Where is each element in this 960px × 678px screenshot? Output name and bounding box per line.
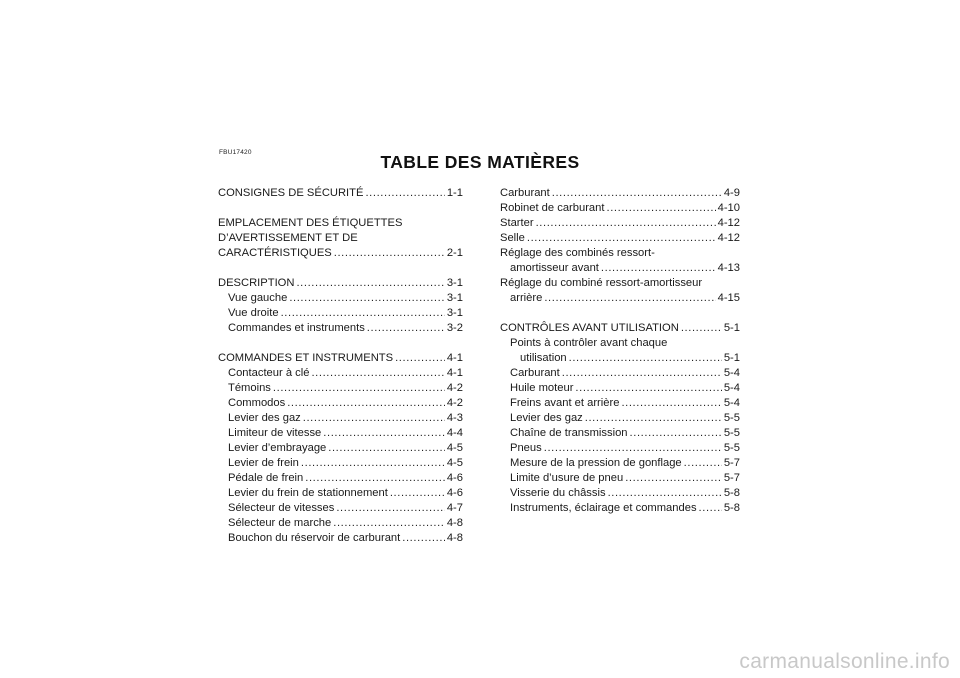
toc-entry[interactable]	[218, 381, 463, 396]
toc-entry-title: Réglage du combiné ressort-amortisseur	[500, 277, 703, 289]
toc-entry-title: EMPLACEMENT DES ÉTIQUETTES	[218, 217, 403, 229]
toc-entry-title: Levier des gaz	[510, 412, 583, 424]
toc-entry[interactable]	[500, 486, 740, 501]
toc-entry-page: 5-8	[723, 502, 740, 514]
toc-entry[interactable]	[218, 456, 463, 471]
toc-entry[interactable]	[218, 186, 463, 201]
toc-left-column	[218, 186, 463, 546]
toc-entry-page: 5-4	[723, 382, 740, 394]
toc-entry-title: Pneus	[510, 442, 542, 454]
toc-entry-title: Levier du frein de stationnement	[228, 487, 388, 499]
toc-entry-page: 5-7	[723, 457, 740, 469]
toc-dot-leader	[544, 291, 715, 306]
toc-entry[interactable]	[218, 246, 463, 261]
toc-entry	[500, 246, 740, 261]
toc-dot-leader	[323, 426, 445, 441]
toc-entry-title: Mesure de la pression de gonflage	[510, 457, 682, 469]
toc-dot-leader	[336, 501, 444, 516]
toc-entry[interactable]	[218, 351, 463, 366]
toc-entry-page: 5-5	[723, 442, 740, 454]
toc-entry-title: Limiteur de vitesse	[228, 427, 322, 439]
toc-entry-page: 4-2	[446, 382, 463, 394]
toc-dot-leader	[606, 201, 715, 216]
toc-dot-leader	[296, 276, 444, 291]
toc-entry-title: Instruments, éclairage et commandes	[510, 502, 697, 514]
toc-entry-title: Sélecteur de vitesses	[228, 502, 335, 514]
toc-dot-leader	[684, 456, 722, 471]
toc-dot-leader	[575, 381, 721, 396]
toc-entry-title: Contacteur à clé	[228, 367, 310, 379]
toc-entry-page: 5-5	[723, 412, 740, 424]
toc-dot-leader	[552, 186, 722, 201]
toc-entry-page: 4-5	[446, 457, 463, 469]
toc-dot-leader	[699, 501, 722, 516]
toc-entry[interactable]	[500, 186, 740, 201]
toc-entry-page: 5-5	[723, 427, 740, 439]
toc-entry[interactable]	[500, 261, 740, 276]
toc-entry-title: amortisseur avant	[510, 262, 599, 274]
toc-entry-page: 4-15	[717, 292, 740, 304]
toc-entry-page: 4-5	[446, 442, 463, 454]
toc-entry-page: 4-7	[446, 502, 463, 514]
toc-dot-leader	[621, 396, 721, 411]
toc-entry-title: Sélecteur de marche	[228, 517, 332, 529]
toc-entry[interactable]	[218, 411, 463, 426]
toc-dot-leader	[390, 486, 445, 501]
toc-entry-page: 4-1	[446, 367, 463, 379]
toc-entry-page: 4-12	[717, 232, 740, 244]
toc-entry-title: Selle	[500, 232, 525, 244]
toc-entry[interactable]	[500, 321, 740, 336]
toc-dot-leader	[311, 366, 444, 381]
toc-entry[interactable]	[218, 531, 463, 546]
toc-entry-title: Témoins	[228, 382, 271, 394]
toc-dot-leader	[569, 351, 722, 366]
toc-right-column	[500, 186, 740, 516]
toc-entry-title: CONTRÔLES AVANT UTILISATION	[500, 322, 679, 334]
toc-entry-title: Bouchon du réservoir de carburant	[228, 532, 401, 544]
toc-entry[interactable]	[500, 201, 740, 216]
toc-entry-title: Commandes et instruments	[228, 322, 365, 334]
toc-dot-leader	[328, 441, 445, 456]
toc-entry[interactable]	[218, 276, 463, 291]
toc-section	[500, 321, 740, 516]
toc-entry[interactable]	[500, 351, 740, 366]
toc-entry[interactable]	[218, 471, 463, 486]
toc-entry[interactable]	[500, 291, 740, 306]
toc-entry-title: CONSIGNES DE SÉCURITÉ	[218, 187, 364, 199]
toc-entry-title: CARACTÉRISTIQUES	[218, 247, 332, 259]
toc-entry-page: 5-1	[723, 352, 740, 364]
toc-section	[218, 186, 463, 201]
toc-entry[interactable]	[218, 486, 463, 501]
toc-entry-title: Points à contrôler avant chaque	[510, 337, 668, 349]
toc-entry-page: 4-6	[446, 472, 463, 484]
toc-entry-page: 5-8	[723, 487, 740, 499]
toc-entry-title: Vue gauche	[228, 292, 288, 304]
toc-entry[interactable]	[218, 426, 463, 441]
toc-dot-leader	[608, 486, 722, 501]
toc-entry-title: Levier de frein	[228, 457, 299, 469]
toc-entry-page: 4-9	[723, 187, 740, 199]
toc-entry-page: 4-12	[717, 217, 740, 229]
toc-entry-title: Chaîne de transmission	[510, 427, 628, 439]
page-title: TABLE DES MATIÈRES	[380, 152, 580, 172]
document-code: FBU17420	[219, 149, 252, 156]
toc-entry-page: 4-10	[717, 202, 740, 214]
toc-entry[interactable]	[500, 456, 740, 471]
toc-entry-page: 4-2	[446, 397, 463, 409]
toc-dot-leader	[527, 231, 716, 246]
toc-dot-leader	[367, 321, 445, 336]
toc-entry-title: DESCRIPTION	[218, 277, 295, 289]
toc-dot-leader	[585, 411, 722, 426]
toc-entry-page: 5-4	[723, 397, 740, 409]
toc-dot-leader	[601, 261, 716, 276]
toc-entry-title: Robinet de carburant	[500, 202, 605, 214]
toc-entry-title: Carburant	[510, 367, 560, 379]
toc-entry-title: Levier des gaz	[228, 412, 301, 424]
toc-entry	[500, 336, 740, 351]
toc-dot-leader	[333, 516, 445, 531]
toc-entry[interactable]	[500, 441, 740, 456]
toc-dot-leader	[334, 246, 445, 261]
toc-entry-title: Limite d’usure de pneu	[510, 472, 624, 484]
toc-entry-page: 4-8	[446, 532, 463, 544]
toc-entry-page: 4-1	[446, 352, 463, 364]
toc-entry-page: 4-6	[446, 487, 463, 499]
toc-dot-leader	[303, 411, 445, 426]
toc-entry[interactable]	[500, 501, 740, 516]
toc-section	[500, 186, 740, 306]
toc-entry-page: 5-4	[723, 367, 740, 379]
toc-entry-page: 4-3	[446, 412, 463, 424]
toc-entry-title: arrière	[510, 292, 543, 304]
toc-entry-page: 1-1	[446, 187, 463, 199]
toc-section	[218, 216, 463, 261]
toc-entry[interactable]	[500, 396, 740, 411]
toc-dot-leader	[395, 351, 445, 366]
toc-entry-title: D’AVERTISSEMENT ET DE	[218, 232, 358, 244]
toc-entry-page: 3-2	[446, 322, 463, 334]
toc-dot-leader	[630, 426, 722, 441]
toc-entry-page: 2-1	[446, 247, 463, 259]
toc-section	[218, 351, 463, 546]
toc-dot-leader	[402, 531, 445, 546]
toc-entry-title: utilisation	[520, 352, 567, 364]
toc-entry-page: 3-1	[446, 277, 463, 289]
toc-entry[interactable]	[500, 216, 740, 231]
toc-entry-page: 4-13	[717, 262, 740, 274]
toc-entry	[500, 276, 740, 291]
toc-dot-leader	[536, 216, 716, 231]
toc-entry[interactable]	[218, 366, 463, 381]
toc-entry-page: 5-7	[723, 472, 740, 484]
toc-entry-title: Réglage des combinés ressort-	[500, 247, 655, 259]
toc-entry	[218, 216, 463, 231]
toc-entry-title: Commodos	[228, 397, 286, 409]
toc-entry[interactable]	[500, 411, 740, 426]
toc-entry-page: 3-1	[446, 307, 463, 319]
toc-dot-leader	[273, 381, 445, 396]
toc-entry-title: Levier d’embrayage	[228, 442, 327, 454]
toc-entry-title: COMMANDES ET INSTRUMENTS	[218, 352, 394, 364]
toc-entry	[218, 231, 463, 246]
toc-dot-leader	[625, 471, 722, 486]
toc-entry[interactable]	[500, 231, 740, 246]
toc-dot-leader	[289, 291, 445, 306]
watermark: carmanualsonline.info	[739, 650, 950, 673]
toc-dot-leader	[544, 441, 722, 456]
toc-entry-title: Vue droite	[228, 307, 279, 319]
toc-entry-title: Visserie du châssis	[510, 487, 606, 499]
toc-entry[interactable]	[218, 321, 463, 336]
toc-entry-title: Huile moteur	[510, 382, 574, 394]
toc-entry[interactable]	[500, 426, 740, 441]
toc-dot-leader	[562, 366, 722, 381]
toc-dot-leader	[305, 471, 445, 486]
toc-entry[interactable]	[500, 381, 740, 396]
toc-section	[218, 276, 463, 336]
toc-entry-page: 4-4	[446, 427, 463, 439]
toc-dot-leader	[287, 396, 445, 411]
toc-dot-leader	[365, 186, 444, 201]
toc-entry-title: Starter	[500, 217, 534, 229]
toc-dot-leader	[681, 321, 722, 336]
toc-entry[interactable]	[218, 291, 463, 306]
toc-entry-title: Pédale de frein	[228, 472, 304, 484]
toc-entry-title: Carburant	[500, 187, 550, 199]
toc-entry-page: 3-1	[446, 292, 463, 304]
toc-entry-title: Freins avant et arrière	[510, 397, 620, 409]
toc-dot-leader	[281, 306, 445, 321]
toc-entry[interactable]	[218, 501, 463, 516]
toc-dot-leader	[301, 456, 445, 471]
toc-entry[interactable]	[500, 471, 740, 486]
toc-entry[interactable]	[500, 366, 740, 381]
toc-entry[interactable]	[218, 516, 463, 531]
toc-entry[interactable]	[218, 306, 463, 321]
toc-entry[interactable]	[218, 396, 463, 411]
toc-entry[interactable]	[218, 441, 463, 456]
toc-entry-page: 5-1	[723, 322, 740, 334]
toc-entry-page: 4-8	[446, 517, 463, 529]
